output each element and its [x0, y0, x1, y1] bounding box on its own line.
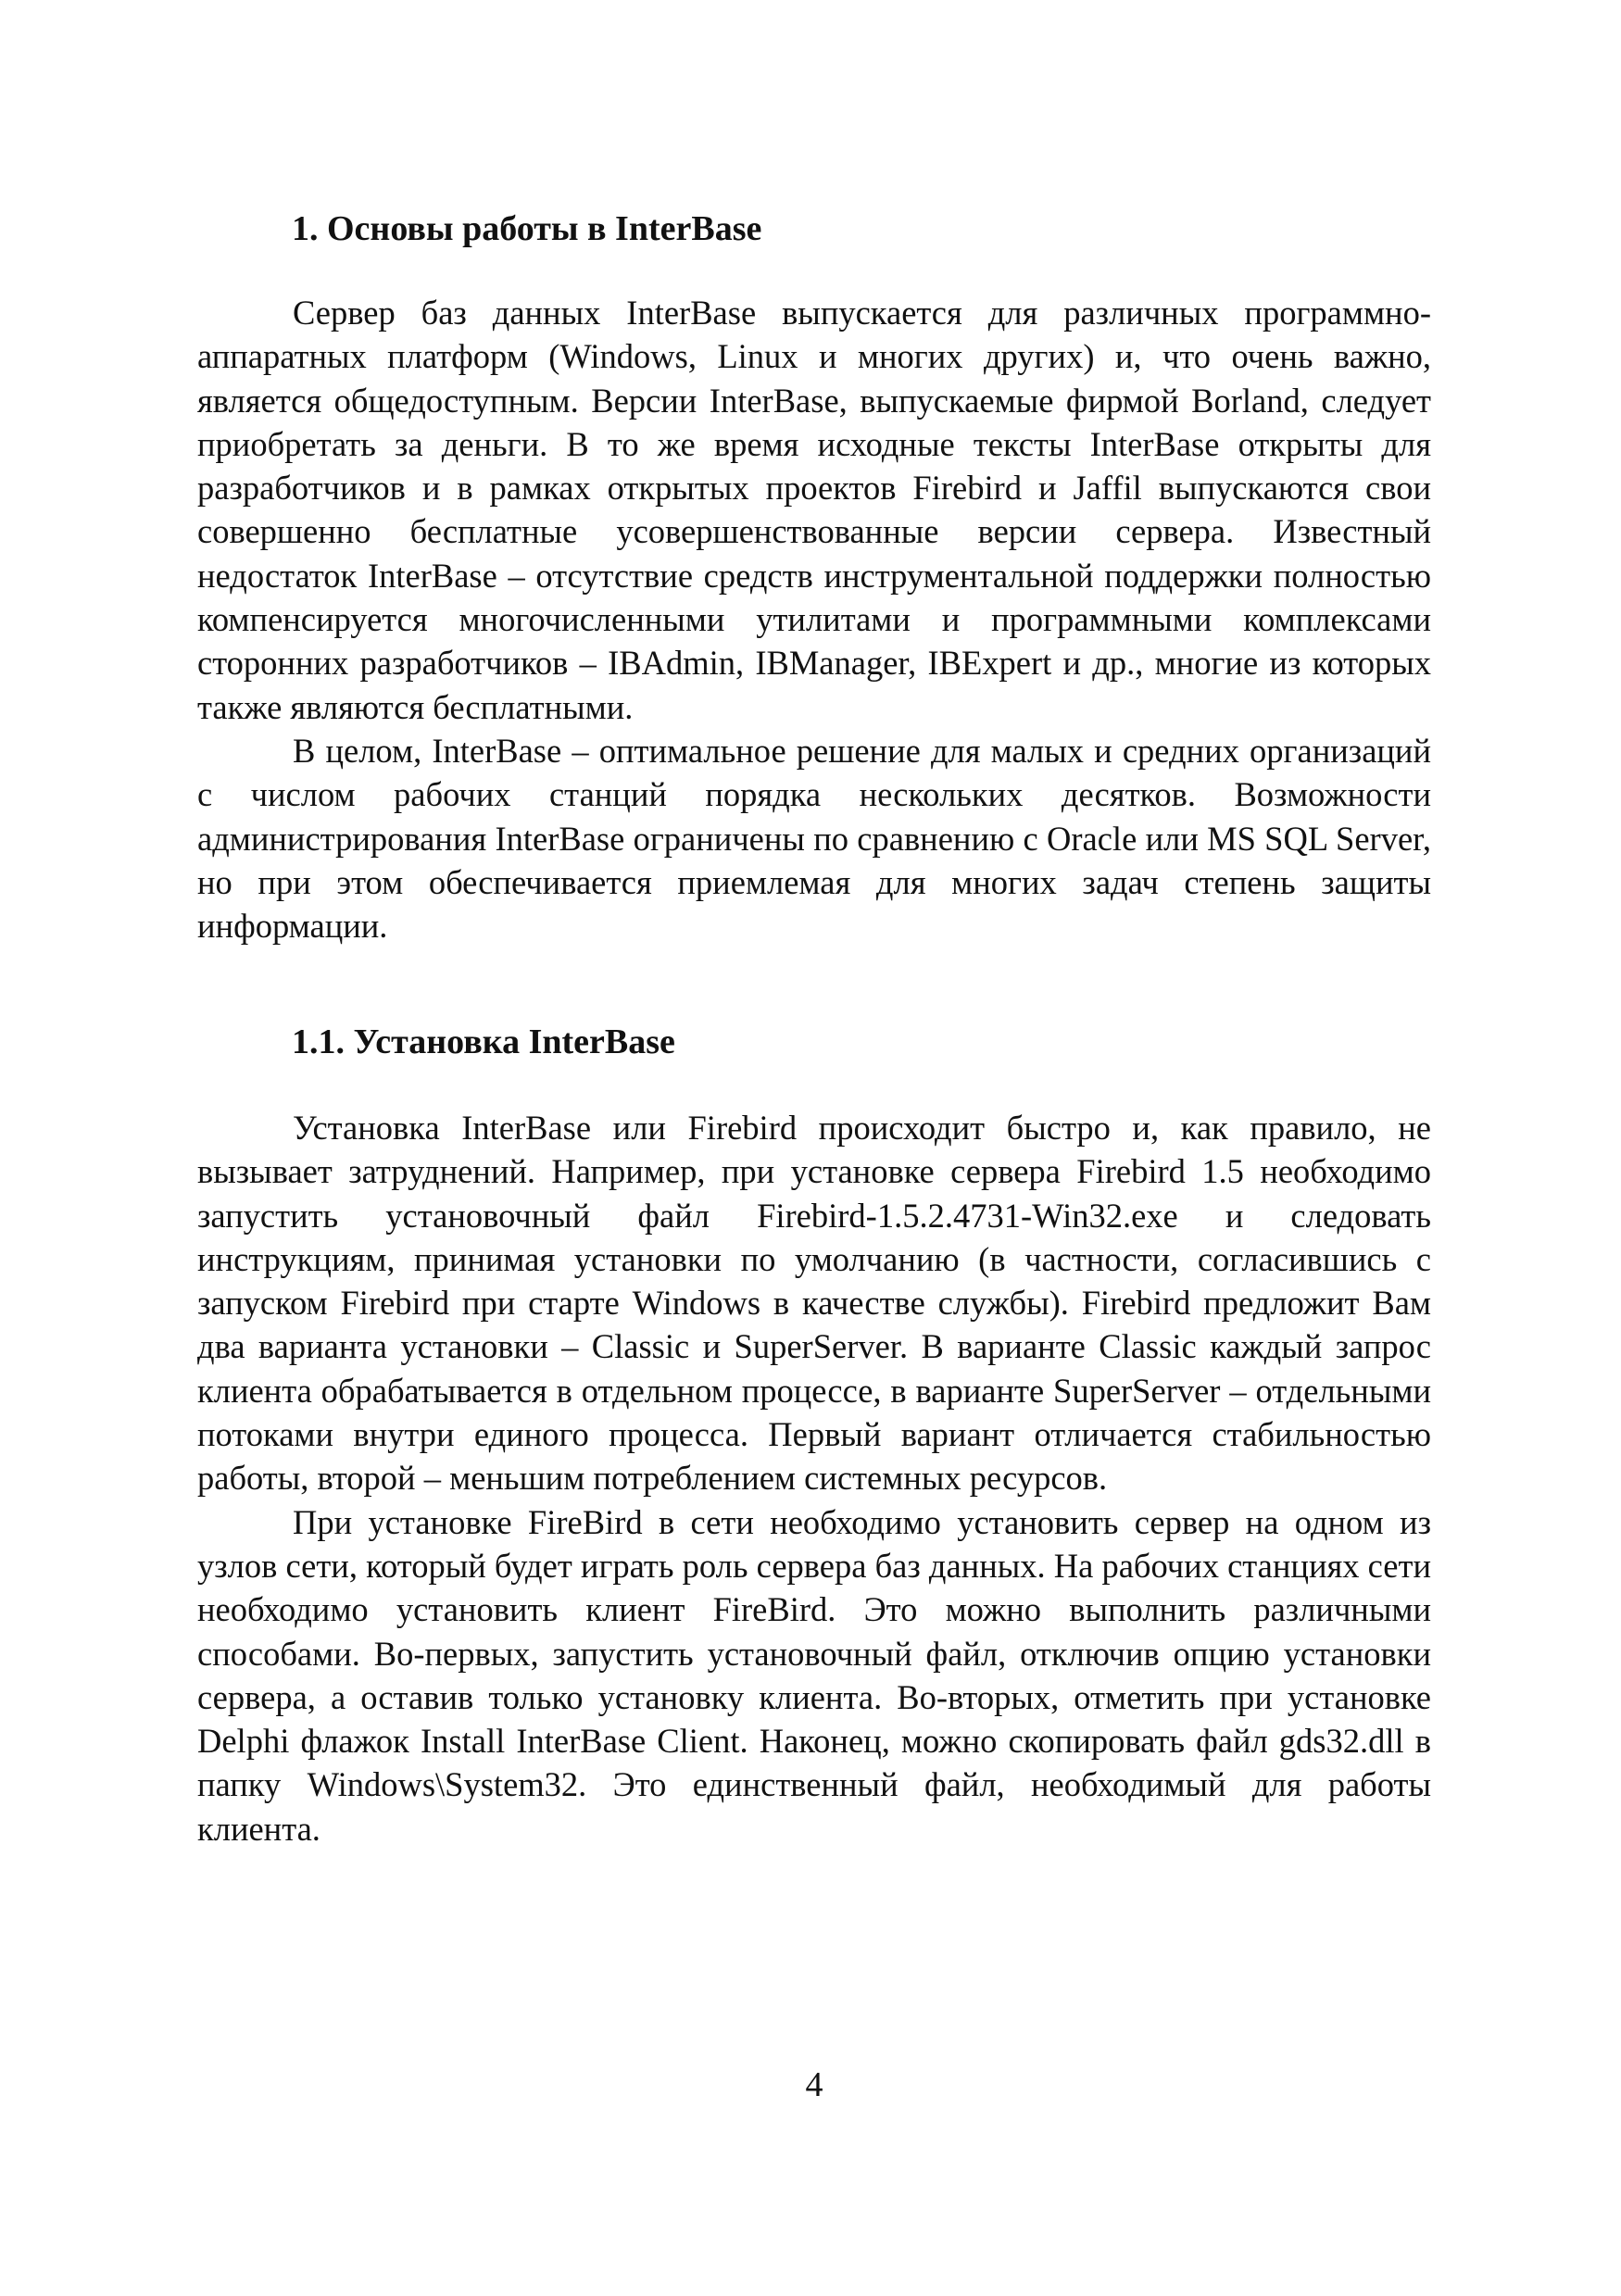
subsection-heading: 1.1. Установка InterBase: [292, 1023, 675, 1061]
paragraph: В целом, InterBase – оптимальное решение для малых и средних организаций с числом рабочих станций порядка нескольких десятков. Возможности администрирования InterBase ограничены по сравнению с Oracle или MS SQL Server, но при этом обеспечивается приемлемая для многих задач степень защиты информации.: [197, 731, 1431, 946]
document-page: [197, 0, 1431, 2296]
section-body: [197, 291, 1431, 947]
paragraph: При установке FireBird в сети необходимо установить сервер на одном из узлов сети, который будет играть роль сервера баз данных. На рабочих станциях сети необходимо установить клиент FireBird. Это можно выполнить различными способами. Во-первых, запустить установочный файл, отключив опцию установки сервера, а оставив только установку клиента. Во-вторых, отметить при установке Delphi флажок Install InterBase Client. Наконец, можно скопировать файл gds32.dll в папку Windows\System32. Это единственный файл, необходимый для работы клиента.: [197, 1502, 1431, 1848]
paragraph: Установка InterBase или Firebird происходит быстро и, как правило, не вызывает затруднений. Например, при установке сервера Firebird 1.5 необходимо запустить установочный файл Firebird-1.5.2.4731-Win32.exe и следовать инструкциям, принимая установки по умолчанию (в частности, согласившись с запуском Firebird при старте Windows в качестве службы). Firebird предложит Вам два варианта установки – Classic и SuperServer. В варианте Classic каждый запрос клиента обрабатывается в отдельном процессе, в варианте SuperServer – отдельными потоками внутри единого процесса. Первый вариант отличается стабильностью работы, второй – меньшим потреблением системных ресурсов.: [197, 1109, 1431, 1498]
subsection-body: [197, 1106, 1431, 1851]
paragraph: Сервер баз данных InterBase выпускается для различных программно-аппаратных платформ (Windows, Linux и многих других) и, что очень важно, является общедоступным. Версии InterBase, выпускаемые фирмой Borland, следует приобретать за деньги. В то же время исходные тексты InterBase открыты для разработчиков и в рамках открытых проектов Firebird и Jaffil выпускаются свои совершенно бесплатные усовершенствованные версии сервера. Известный недостаток InterBase – отсутствие средств инструментальной поддержки полностью компенсируется многочисленными утилитами и программными комплексами сторонних разработчиков – IBAdmin, IBManager, IBExpert и др., многие из которых также являются бесплатными.: [197, 294, 1431, 726]
page-number: 4: [805, 2065, 823, 2104]
section-heading: 1. Основы работы в InterBase: [292, 209, 762, 248]
